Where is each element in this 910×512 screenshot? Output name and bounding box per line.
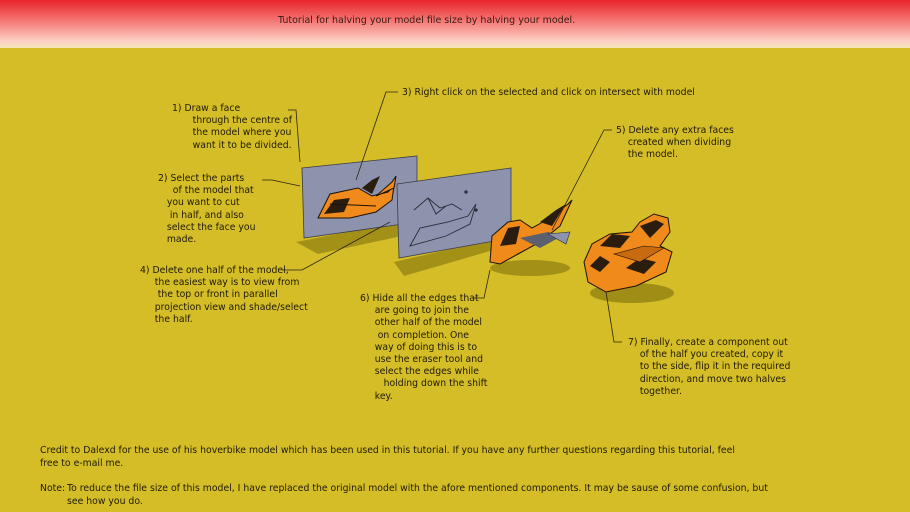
step-1-text: 1) Draw a face through the centre of the model where you want it to be divided. [172,103,293,151]
hoverbike-complete [584,214,672,292]
step-6-text: 6) Hide all the edges that are going to join the other half of the model on completion. One way of doing this is to use the eraser tool and select the edges while holding down the shift key. [360,293,488,402]
credit-text: Credit to Dalexd for the use of his hoverbike model which has been used in this tutorial. If you have any further questions regarding this tutorial, feel free to e-mail me. [40,445,735,469]
step-7-text: 7) Finally, create a component out of the half you created, copy it to the side, flip it in the required direction, and move two halves together. [628,337,791,397]
leader-step-2 [262,180,300,186]
step-5-text: 5) Delete any extra faces created when dividing the model. [616,125,734,161]
step-4-text: 4) Delete one half of the model, the easiest way is to view from the top or front in parallel projection view and shade/select the half. [140,265,308,325]
page-title: Tutorial for halving your model file size by halving your model. [278,15,576,26]
step-2-text: 2) Select the parts of the model that you want to cut in half, and also select the face you made. [158,173,256,246]
step-3-text: 3) Right click on the selected and click on intersect with model [402,87,695,98]
footnote-label: Note: [40,483,66,494]
footnote-text: To reduce the file size of this model, I have replaced the original model with the afore mentioned components. It may be sause of some confusion, but see how you do. [67,483,768,507]
